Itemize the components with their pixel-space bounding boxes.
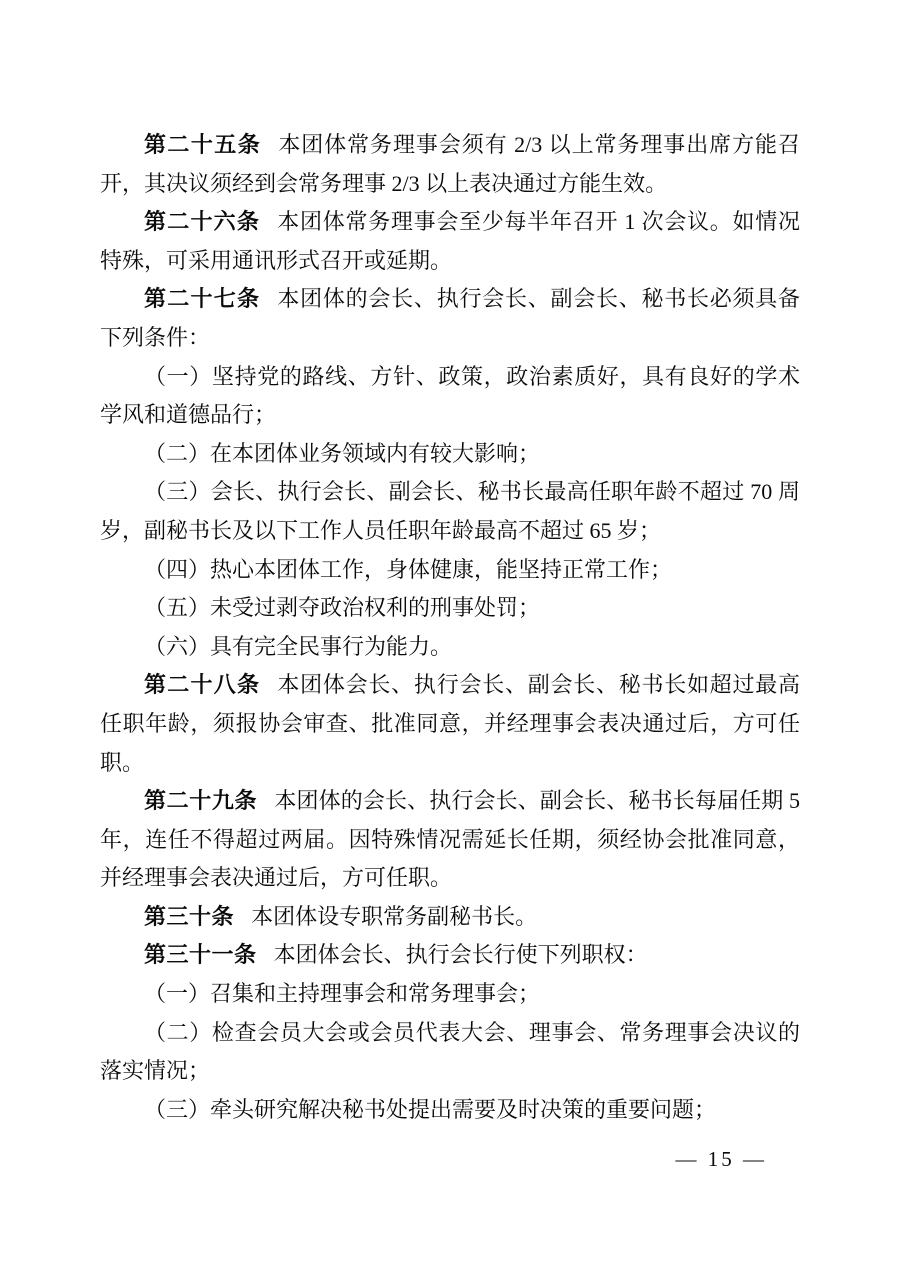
paragraph-text: （三）牵头研究解决秘书处提出需要及时决策的重要问题； — [144, 1096, 717, 1122]
document-body — [100, 126, 800, 1129]
paragraph — [100, 551, 800, 590]
paragraph-text: （四）热心本团体工作，身体健康，能坚持正常工作； — [144, 556, 673, 582]
paragraph-text: （五）未受过剥夺政治权利的刑事处罚； — [144, 595, 541, 621]
paragraph — [100, 1091, 800, 1130]
paragraph-text: 本团体常务理事会须有 2/3 以上常务理事出席方能召开，其决议须经到会常务理事 2/3 以上表决通过方能生效。 — [100, 132, 800, 196]
paragraph-text: 本团体的会长、执行会长、副会长、秘书长每届任期 5 年，连任不得超过两届。因特殊情况需延长任期，须经协会批准同意，并经理事会表决通过后，方可任职。 — [100, 788, 800, 891]
article-number: 第三十条 — [144, 903, 235, 929]
paragraph — [100, 782, 800, 898]
paragraph — [100, 1014, 800, 1091]
paragraph-text: 本团体常务理事会至少每半年召开 1 次会议。如情况特殊，可采用通讯形式召开或延期。 — [100, 209, 800, 273]
paragraph-text: 本团体会长、执行会长、副会长、秘书长如超过最高任职年龄，须报协会审查、批准同意，并经理事会表决通过后，方可任职。 — [100, 672, 800, 775]
paragraph-text: 本团体的会长、执行会长、副会长、秘书长必须具备下列条件： — [100, 286, 800, 350]
paragraph — [100, 435, 800, 474]
paragraph-text: （一）召集和主持理事会和常务理事会； — [144, 981, 541, 1007]
paragraph — [100, 666, 800, 782]
paragraph — [100, 280, 800, 357]
paragraph — [100, 898, 800, 937]
paragraph — [100, 975, 800, 1014]
paragraph-text: （一）坚持党的路线、方针、政策，政治素质好，具有良好的学术学风和道德品行； — [100, 363, 800, 428]
paragraph — [100, 936, 800, 975]
article-number: 第二十八条 — [144, 672, 261, 698]
paragraph-text: （二）检查会员大会或会员代表大会、理事会、常务理事会决议的落实情况； — [100, 1019, 800, 1084]
paragraph — [100, 203, 800, 280]
paragraph-text: 本团体会长、执行会长行使下列职权： — [273, 942, 648, 968]
paragraph-text: （三）会长、执行会长、副会长、秘书长最高任职年龄不超过 70 周岁，副秘书长及以下工作人员任职年龄最高不超过 65 岁； — [100, 479, 800, 543]
article-number: 第二十九条 — [144, 788, 258, 814]
page-number: — 15 — — [675, 1147, 767, 1171]
paragraph-text: （六）具有完全民事行为能力。 — [144, 633, 453, 659]
paragraph-text: 本团体设专职常务副秘书长。 — [251, 903, 538, 929]
article-number: 第三十一条 — [144, 942, 257, 968]
paragraph — [100, 126, 800, 203]
paragraph — [100, 589, 800, 628]
paragraph — [100, 473, 800, 550]
paragraph — [100, 358, 800, 435]
paragraph-text: （二）在本团体业务领域内有较大影响； — [144, 440, 541, 466]
article-number: 第二十五条 — [144, 132, 262, 157]
paragraph — [100, 628, 800, 667]
article-number: 第二十六条 — [144, 209, 261, 235]
article-number: 第二十七条 — [144, 286, 261, 312]
